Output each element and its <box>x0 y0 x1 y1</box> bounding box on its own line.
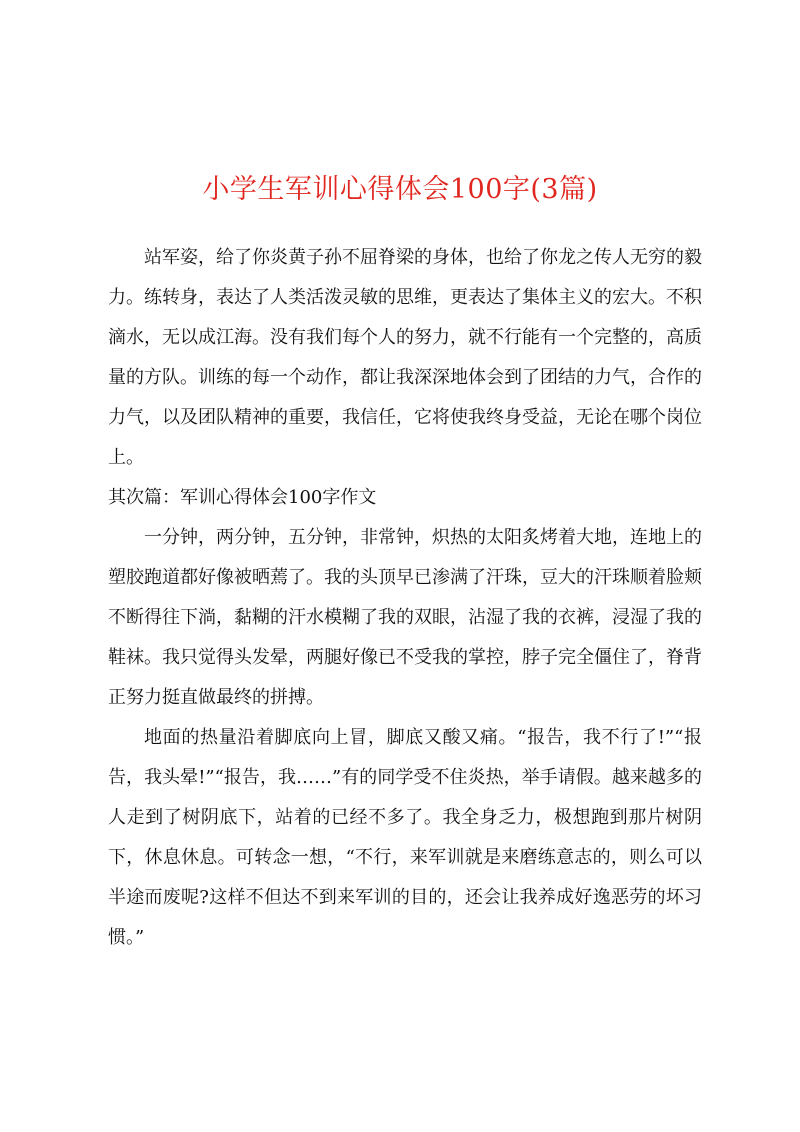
document-title: 小学生军训心得体会100字(3篇) <box>202 174 598 205</box>
document-body <box>108 238 702 958</box>
paragraph-1: 站军姿，给了你炎黄子孙不屈脊梁的身体，也给了你龙之传人无穷的毅力。练转身，表达了人类活泼灵敏的思维，更表达了集体主义的宏大。不积滴水，无以成江海。没有我们每个人的努力，就不行能有一个完整的，高质量的方队。训练的每一个动作，都让我深深地体会到了团结的力气，合作的力气，以及团队精神的重要，我信任，它将使我终身受益，无论在哪个岗位上。 <box>108 247 702 468</box>
paragraph-3: 地面的热量沿着脚底向上冒，脚底又酸又痛。“报告，我不行了!”“报告，我头晕!”“报告，我……”有的同学受不住炎热，举手请假。越来越多的人走到了树阴底下，站着的已经不多了。我全身乏力，极想跑到那片树阴下，休息休息。可转念一想，“不行，来军训就是来磨练意志的，则么可以半途而废呢?这样不但达不到来军训的目的，还会让我养成好逸恶劳的坏习惯。” <box>108 727 702 948</box>
section-heading: 其次篇：军训心得体会100字作文 <box>108 487 377 508</box>
paragraph-2: 一分钟，两分钟，五分钟，非常钟，炽热的太阳炙烤着大地，连地上的塑胶跑道都好像被晒蔫了。我的头顶早已渗满了汗珠，豆大的汗珠顺着脸颊不断得往下淌，黏糊的汗水模糊了我的双眼，沾湿了我的衣裤，浸湿了我的鞋袜。我只觉得头发晕，两腿好像已不受我的掌控，脖子完全僵住了，脊背正努力挺直做最终的拼搏。 <box>108 527 702 708</box>
